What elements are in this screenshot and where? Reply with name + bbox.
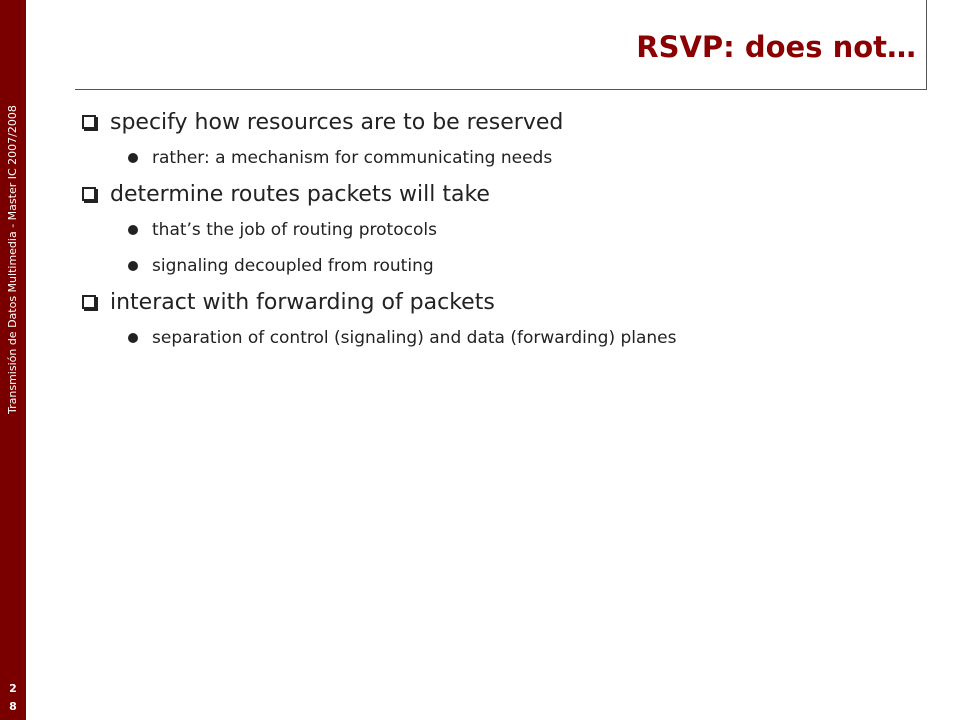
- sub-bullet-item: [82, 212, 922, 248]
- dot-bullet-icon: [128, 261, 138, 271]
- sub-bullet-text: that’s the job of routing protocols: [152, 220, 437, 240]
- dot-bullet-icon: [128, 333, 138, 343]
- bullet-item: [82, 284, 922, 320]
- slide-title: RSVP: does not…: [636, 30, 916, 64]
- sidebar-band: [0, 0, 26, 720]
- dot-bullet-icon: [128, 153, 138, 163]
- sub-bullet-text: rather: a mechanism for communicating needs: [152, 148, 553, 168]
- square-bullet-icon: [82, 115, 96, 129]
- bullet-item: [82, 104, 922, 140]
- page-number-digit: 2: [9, 682, 17, 695]
- page-number-digit: 8: [9, 700, 17, 713]
- bullet-text: interact with forwarding of packets: [110, 289, 495, 315]
- sub-bullet-text: separation of control (signaling) and data (forwarding) planes: [152, 328, 677, 348]
- title-frame-vertical-rule: [926, 0, 927, 90]
- dot-bullet-icon: [128, 225, 138, 235]
- bullet-text: determine routes packets will take: [110, 181, 490, 207]
- sub-bullet-item: [82, 320, 922, 356]
- course-caption: Transmisión de Datos Multimedia - Master IC 2007/2008: [6, 105, 19, 414]
- bullet-item: [82, 176, 922, 212]
- sub-bullet-text: signaling decoupled from routing: [152, 256, 434, 276]
- title-frame-horizontal-rule: [75, 89, 927, 90]
- sub-bullet-item: [82, 248, 922, 284]
- bullet-text: specify how resources are to be reserved: [110, 109, 564, 135]
- bullet-list: [82, 104, 922, 356]
- square-bullet-icon: [82, 187, 96, 201]
- sub-bullet-item: [82, 140, 922, 176]
- square-bullet-icon: [82, 295, 96, 309]
